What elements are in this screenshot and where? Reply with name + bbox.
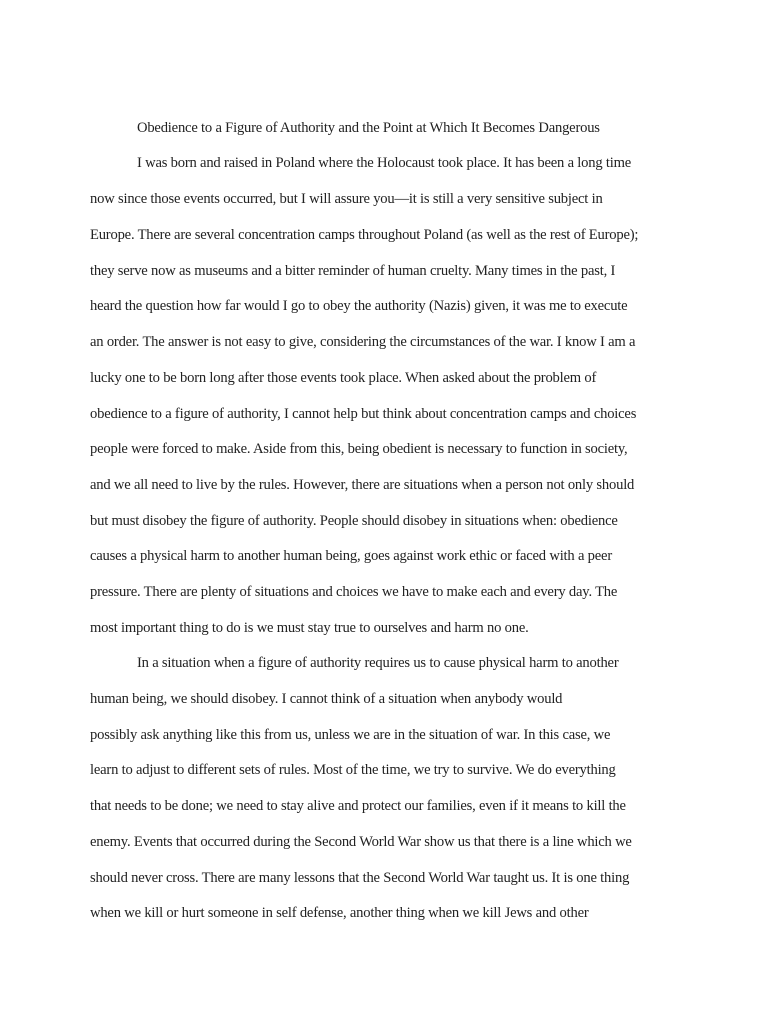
paragraph-line: I was born and raised in Poland where the Holocaust took place. It has been a long time (137, 155, 632, 171)
paragraph-line: learn to adjust to different sets of rules. Most of the time, we try to survive. We do everything (90, 762, 616, 778)
paragraph-line: and we all need to live by the rules. However, there are situations when a person not only should (90, 477, 635, 493)
paragraph-line: that needs to be done; we need to stay alive and protect our families, even if it means to kill the (90, 798, 626, 814)
paragraph-line: now since those events occurred, but I will assure you—it is still a very sensitive subject in (90, 191, 603, 207)
paragraph-line: enemy. Events that occurred during the Second World War show us that there is a line which we (90, 834, 632, 850)
paragraph-line: an order. The answer is not easy to give, considering the circumstances of the war. I know I am a (90, 334, 636, 350)
paragraph-line: lucky one to be born long after those events took place. When asked about the problem of (90, 370, 597, 386)
paragraph-line: obedience to a figure of authority, I cannot help but think about concentration camps and choices (90, 406, 637, 422)
paragraph-line: heard the question how far would I go to obey the authority (Nazis) given, it was me to execute (90, 298, 628, 314)
paragraph-line: when we kill or hurt someone in self defense, another thing when we kill Jews and other (90, 905, 589, 921)
paragraph-line: causes a physical harm to another human being, goes against work ethic or faced with a peer (90, 548, 612, 564)
paragraph-line: they serve now as museums and a bitter reminder of human cruelty. Many times in the past, I (90, 263, 616, 279)
document-title: Obedience to a Figure of Authority and the Point at Which It Becomes Dangerous (137, 120, 600, 136)
paragraph-line: people were forced to make. Aside from this, being obedient is necessary to function in society, (90, 441, 628, 457)
paragraph-line: In a situation when a figure of authority requires us to cause physical harm to another (137, 655, 619, 671)
paragraph-line: possibly ask anything like this from us, unless we are in the situation of war. In this case, we (90, 727, 611, 743)
paragraph-line: pressure. There are plenty of situations and choices we have to make each and every day. The (90, 584, 618, 600)
paragraph-line: but must disobey the figure of authority. People should disobey in situations when: obedience (90, 513, 618, 529)
paragraph-line: Europe. There are several concentration camps throughout Poland (as well as the rest of Europe); (90, 227, 639, 243)
paragraph-line: most important thing to do is we must stay true to ourselves and harm no one. (90, 620, 529, 636)
paragraph-line: should never cross. There are many lessons that the Second World War taught us. It is one thing (90, 870, 630, 886)
paragraph-line: human being, we should disobey. I cannot think of a situation when anybody would (90, 691, 563, 707)
